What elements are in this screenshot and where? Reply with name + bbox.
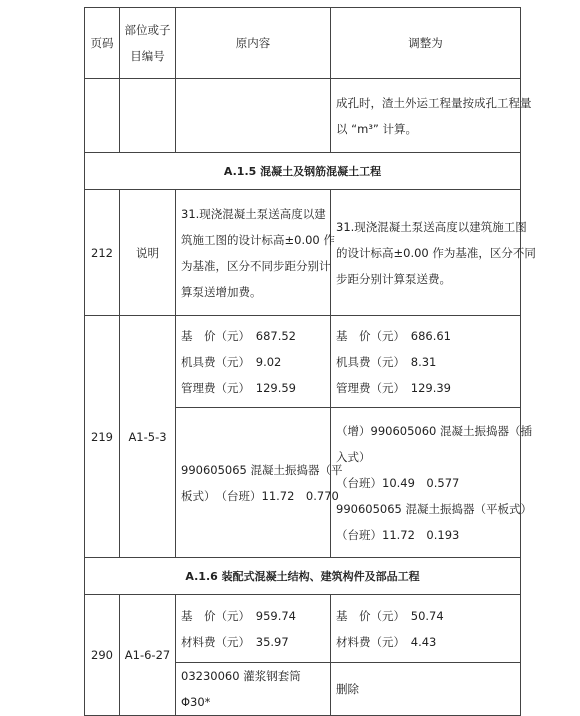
cell-empty xyxy=(120,79,176,153)
text-line: 基 价（元） 687.52 xyxy=(181,328,296,343)
text-line: 基 价（元） 50.74 xyxy=(336,608,444,623)
cell-adjusted xyxy=(331,190,536,316)
text-line: 筑施工图的设计标高±0.00 作 xyxy=(181,232,335,247)
adjustment-table xyxy=(84,7,536,716)
text-line: 材料费（元） 4.43 xyxy=(336,634,437,649)
text-line: 31.现浇混凝土泵送高度以建筑施工图 xyxy=(336,219,527,234)
text-line: （台班）11.72 0.193 xyxy=(336,527,460,542)
header-item-line1: 部位或子 xyxy=(124,23,171,37)
cell-page: 212 xyxy=(85,190,120,316)
text-line: 为基准，区分不同步距分别计 xyxy=(181,258,331,273)
table-row xyxy=(85,79,521,153)
text-line: 990605065 混凝土振捣器（平板式） xyxy=(336,501,533,516)
cell-original xyxy=(176,316,331,408)
text-line: 入式） xyxy=(336,449,371,464)
section-row xyxy=(85,153,521,190)
text-line: 算泵送增加费。 xyxy=(181,284,262,299)
section-row xyxy=(85,558,521,595)
header-adjusted: 调整为 xyxy=(331,8,521,79)
table-row xyxy=(85,190,521,316)
header-original: 原内容 xyxy=(176,8,331,79)
header-item xyxy=(120,8,176,79)
text-line: 机具费（元） 9.02 xyxy=(181,354,282,369)
text-line: （台班）10.49 0.577 xyxy=(336,475,460,490)
header-page: 页码 xyxy=(85,8,120,79)
text-line: 板式） （台班）11.72 0.770 xyxy=(181,488,339,503)
text-line: 的设计标高±0.00 作为基准，区分不同 xyxy=(336,245,536,260)
text-line: 步距分别计算泵送费。 xyxy=(336,271,451,286)
text-line: 以 “m³” 计算。 xyxy=(336,121,418,136)
cell-item: 说明 xyxy=(120,190,176,316)
cell-original xyxy=(176,408,343,558)
cell-item: A1-5-3 xyxy=(120,316,176,558)
section-title: A.1.5 混凝土及钢筋混凝土工程 xyxy=(85,153,521,190)
text-line: 机具费（元） 8.31 xyxy=(336,354,437,369)
cell-original xyxy=(176,595,331,663)
table-row xyxy=(85,595,521,663)
text-line: 材料费（元） 35.97 xyxy=(181,634,289,649)
text-line: 基 价（元） 959.74 xyxy=(181,608,296,623)
text-line: （增）990605060 混凝土振捣器（插 xyxy=(336,423,533,438)
header-item-line2: 目编号 xyxy=(130,49,165,63)
text-line: 管理费（元） 129.39 xyxy=(336,380,451,395)
text-line: 基 价（元） 686.61 xyxy=(336,328,451,343)
cell-adjusted xyxy=(331,408,533,558)
cell-item: A1-6-27 xyxy=(120,595,176,716)
cell-original: 03230060 灌浆钢套筒Φ30* xyxy=(176,663,331,716)
table-row xyxy=(85,316,521,408)
text-line: 31.现浇混凝土泵送高度以建 xyxy=(181,206,326,221)
text-line: 成孔时，渣土外运工程量按成孔工程量 xyxy=(336,95,532,110)
cell-page: 290 xyxy=(85,595,120,716)
cell-adjusted xyxy=(331,316,521,408)
cell-adjusted xyxy=(331,595,521,663)
cell-adjusted: 删除 xyxy=(331,663,521,716)
cell-empty xyxy=(176,79,331,153)
section-title: A.1.6 装配式混凝土结构、建筑构件及部品工程 xyxy=(85,558,521,595)
text-line: 990605065 混凝土振捣器（平 xyxy=(181,462,343,477)
cell-original xyxy=(176,190,335,316)
cell-page: 219 xyxy=(85,316,120,558)
cell-empty xyxy=(85,79,120,153)
header-row xyxy=(85,8,521,79)
text-line: 管理费（元） 129.59 xyxy=(181,380,296,395)
cell-adjusted xyxy=(331,79,532,153)
